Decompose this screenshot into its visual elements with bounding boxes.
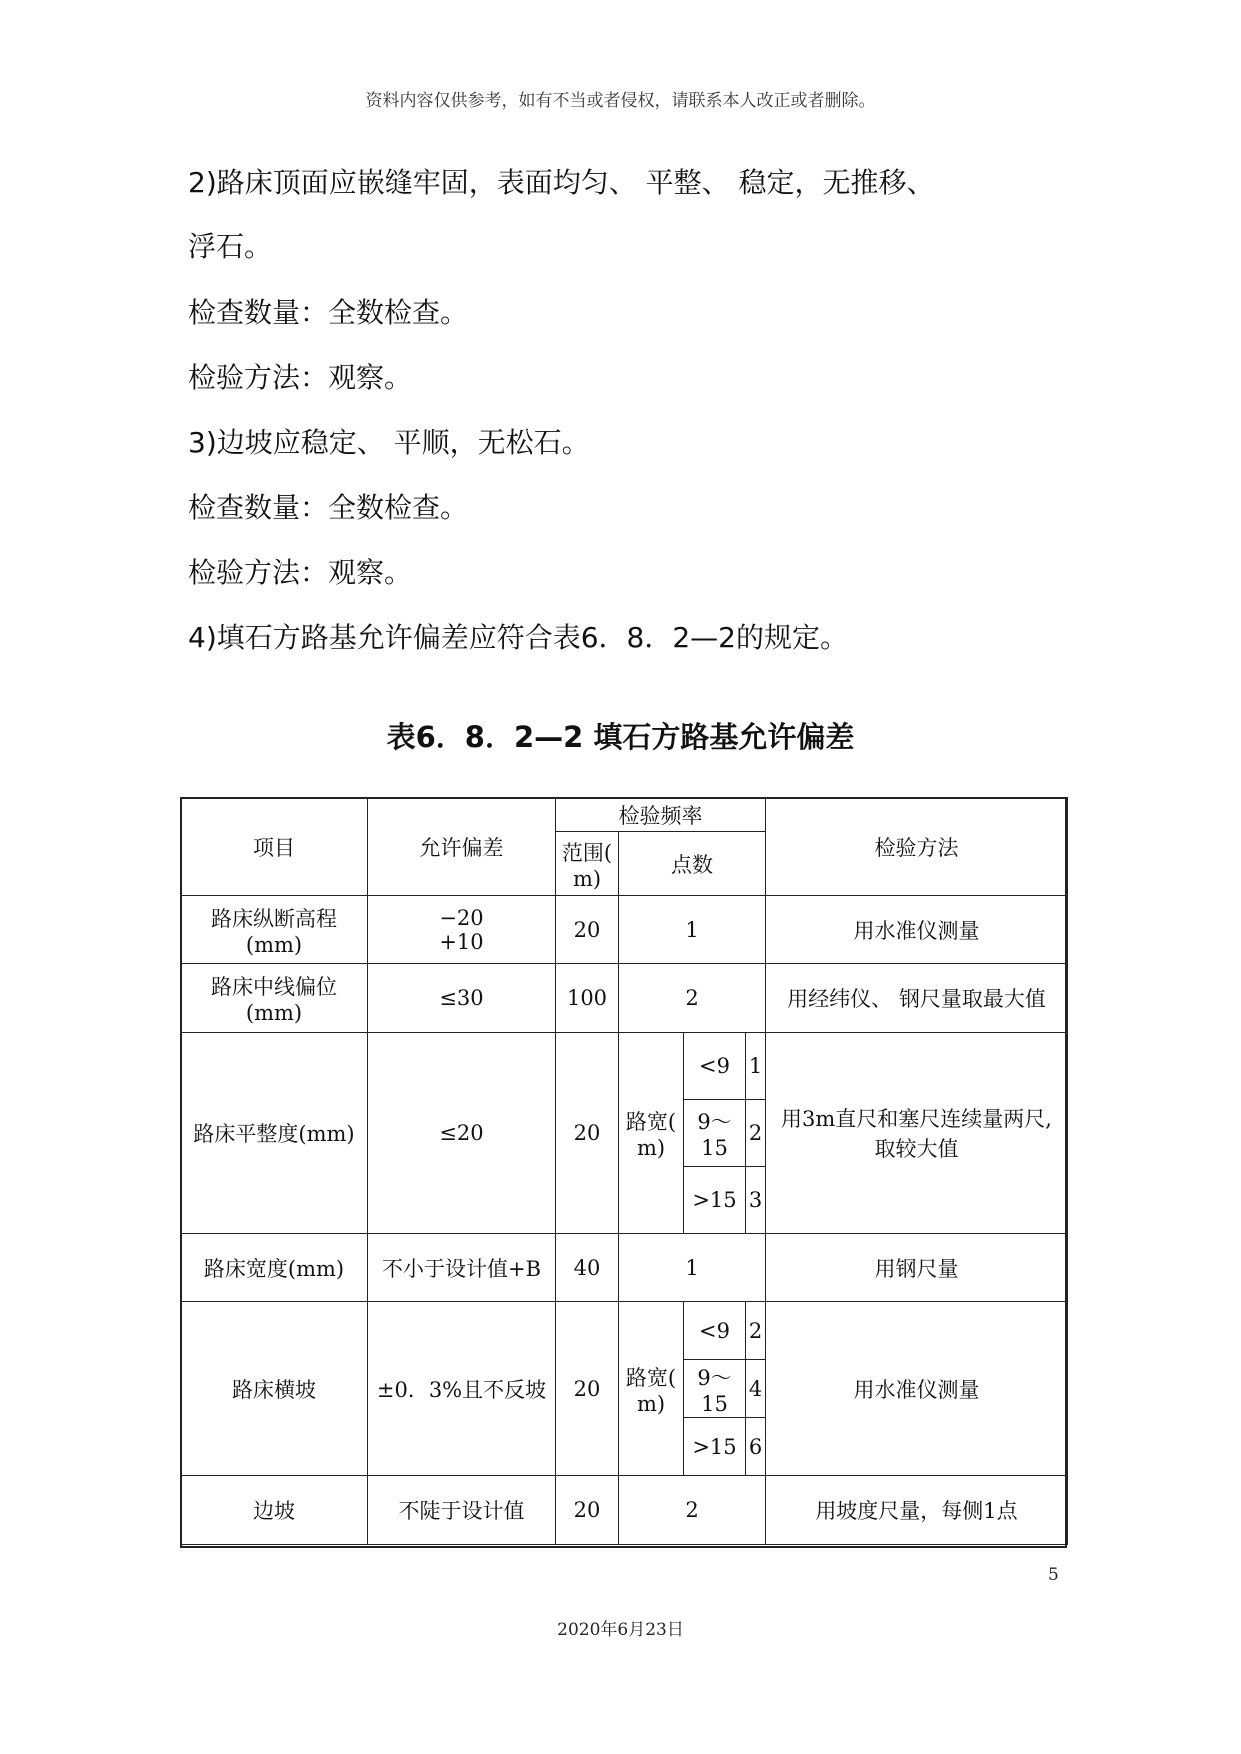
cell-road-width-line2: m) [636, 1136, 666, 1160]
cell-width-range: >15 [684, 1167, 746, 1234]
table-row [181, 1033, 1068, 1100]
paragraph-roadbed-surface-cont: 浮石。 [188, 230, 273, 263]
cell-sub-points: 3 [746, 1167, 766, 1234]
cell-range: 40 [556, 1234, 619, 1302]
cell-sub-points: 2 [746, 1302, 766, 1360]
paragraph-tolerance-ref: 4)填石方路基允许偏差应符合表6．8．2—2的规定。 [188, 621, 848, 654]
paragraph-check-method-1: 检验方法：观察。 [188, 361, 413, 394]
cell-road-width-label [619, 1033, 684, 1234]
header-range-line2: m) [572, 866, 602, 891]
table-caption: 表6．8．2—2 填石方路基允许偏差 [386, 720, 855, 754]
table-row [181, 896, 1068, 964]
cell-method: 用钢尺量 [766, 1234, 1068, 1302]
header-frequency: 检验频率 [556, 798, 766, 832]
cell-road-width-line2: m) [636, 1391, 666, 1416]
cell-method: 用坡度尺量，每侧1点 [766, 1476, 1068, 1545]
cell-tolerance: ≤20 [368, 1033, 556, 1234]
header-points: 点数 [619, 832, 766, 896]
cell-tolerance [368, 896, 556, 964]
cell-width-range: >15 [684, 1418, 746, 1476]
paragraph-check-quantity-1: 检查数量：全数检查。 [188, 296, 469, 329]
cell-tolerance: ≤30 [368, 964, 556, 1033]
cell-points: 2 [619, 1476, 766, 1545]
cell-sub-points: 1 [746, 1033, 766, 1100]
cell-tolerance: 不小于设计值+B [368, 1234, 556, 1302]
cell-width-range: 9～15 [684, 1100, 746, 1167]
paragraph-slope-stable: 3)边坡应稳定、 平顺，无松石。 [188, 426, 590, 459]
cell-width-range: <9 [684, 1302, 746, 1360]
cell-range: 20 [556, 1033, 619, 1234]
page-number: 5 [1048, 1565, 1059, 1585]
header-range-line1: 范围( [561, 840, 613, 865]
cell-range: 20 [556, 1476, 619, 1545]
table-row [181, 964, 1068, 1033]
cell-item: 路床平整度(mm) [181, 1033, 368, 1234]
table-row [181, 1476, 1068, 1545]
cell-sub-points: 6 [746, 1418, 766, 1476]
paragraph-check-method-2: 检验方法：观察。 [188, 556, 413, 589]
cell-range: 20 [556, 896, 619, 964]
cell-item: 路床宽度(mm) [181, 1234, 368, 1302]
paragraph-roadbed-surface: 2)路床顶面应嵌缝牢固，表面均匀、 平整、 稳定，无推移、 [188, 166, 935, 199]
cell-method: 用水准仪测量 [766, 896, 1068, 964]
cell-tolerance: 不陡于设计值 [368, 1476, 556, 1545]
footer-date: 2020年6月23日 [557, 1620, 684, 1640]
cell-item: 路床纵断高程(mm) [181, 896, 368, 964]
cell-item: 路床横坡 [181, 1302, 368, 1476]
cell-range: 20 [556, 1302, 619, 1476]
cell-points: 1 [619, 1234, 766, 1302]
header-method: 检验方法 [766, 798, 1068, 896]
table-row [181, 1234, 1068, 1302]
cell-tolerance-line2: +10 [439, 929, 484, 954]
cell-road-width-label [619, 1302, 684, 1476]
paragraph-check-quantity-2: 检查数量：全数检查。 [188, 491, 469, 524]
cell-tolerance: ±0．3%且不反坡 [368, 1302, 556, 1476]
header-range [556, 832, 619, 896]
cell-points: 1 [619, 896, 766, 964]
cell-method [766, 1033, 1068, 1234]
cell-sub-points: 4 [746, 1360, 766, 1418]
cell-points: 2 [619, 964, 766, 1033]
header-tolerance: 允许偏差 [368, 798, 556, 896]
cell-tolerance-line1: −20 [439, 905, 484, 930]
cell-item: 路床中线偏位(mm) [181, 964, 368, 1033]
cell-road-width-line1: 路宽( [625, 1110, 677, 1134]
cell-road-width-line1: 路宽( [625, 1365, 677, 1390]
cell-width-range: 9～15 [684, 1360, 746, 1418]
cell-sub-points: 2 [746, 1100, 766, 1167]
cell-method-line2: 取较大值 [874, 1137, 959, 1161]
table-row [181, 1302, 1068, 1360]
cell-method-line1: 用3m直尺和塞尺连续量两尺, [781, 1107, 1052, 1131]
cell-method: 用水准仪测量 [766, 1302, 1068, 1476]
cell-item: 边坡 [181, 1476, 368, 1545]
header-item: 项目 [181, 798, 368, 896]
cell-width-range: <9 [684, 1033, 746, 1100]
tolerance-table [180, 797, 1068, 1545]
page-header-disclaimer: 资料内容仅供参考，如有不当或者侵权，请联系本人改正或者删除。 [365, 91, 876, 111]
cell-method: 用经纬仪、 钢尺量取最大值 [766, 964, 1068, 1033]
cell-range: 100 [556, 964, 619, 1033]
